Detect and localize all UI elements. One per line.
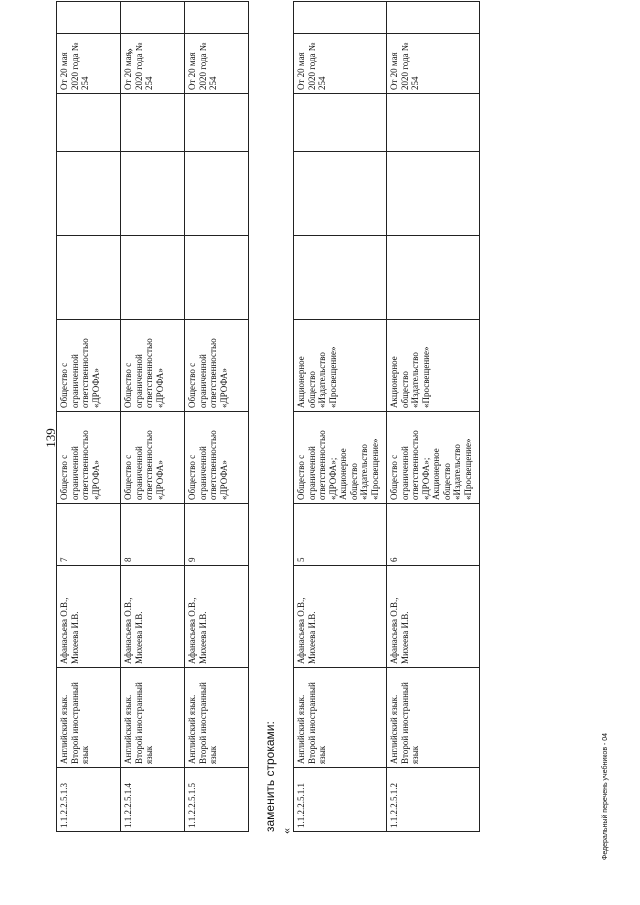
table-row: [294, 2, 387, 832]
footer-text: Федеральный перечень учебников - 04: [602, 732, 609, 860]
table-cell: Акционерное общество «Издательство «Просвещение»: [294, 320, 387, 412]
table-cell: [121, 236, 185, 320]
table-cell: [185, 2, 249, 34]
table-cell: [294, 152, 387, 236]
table-cell: Афанасьева О.В., Михеева И.В.: [294, 566, 387, 668]
table-cell: 1.1.2.2.5.1.1: [294, 768, 387, 832]
table-cell: От 20 мая 2020 года № 254: [57, 34, 121, 94]
table-cell: Общество с ограниченной ответственностью «ДРОФА»: [57, 412, 121, 504]
table-cell: Общество с ограниченной ответственностью «ДРОФА»: [57, 320, 121, 412]
table-cell: От 20 мая 2020 года № 254: [294, 34, 387, 94]
table-cell: От 20 мая 2020 года № 254: [121, 34, 185, 94]
table-row: [121, 2, 185, 832]
table-row: [185, 2, 249, 832]
table-before: [56, 1, 249, 832]
table-cell: [57, 2, 121, 34]
table-cell: Английский язык. Второй иностранный язык: [121, 668, 185, 768]
table-cell: Общество с ограниченной ответственностью «ДРОФА»; Акционерное общество «Издательство «Просвещение»: [387, 412, 480, 504]
table-cell: Афанасьева О.В., Михеева И.В.: [57, 566, 121, 668]
table-cell: Акционерное общество «Издательство «Просвещение»: [387, 320, 480, 412]
table-cell: [387, 2, 480, 34]
table-cell: Общество с ограниченной ответственностью «ДРОФА»: [185, 412, 249, 504]
table-cell: 8: [121, 504, 185, 566]
table-cell: [121, 2, 185, 34]
table-cell: [121, 152, 185, 236]
table-cell: [387, 236, 480, 320]
page-number: 139: [43, 428, 58, 448]
table-cell: От 20 мая 2020 года № 254: [185, 34, 249, 94]
table-cell: Английский язык. Второй иностранный язык: [387, 668, 480, 768]
table-cell: Английский язык. Второй иностранный язык: [57, 668, 121, 768]
table-row: [387, 2, 480, 832]
table-cell: [57, 152, 121, 236]
table-before-body: [57, 2, 249, 832]
table-cell: [185, 236, 249, 320]
table-cell: 9: [185, 504, 249, 566]
rotated-page-content: [56, 0, 480, 868]
table-row: [57, 2, 121, 832]
table-cell: Общество с ограниченной ответственностью «ДРОФА»: [121, 320, 185, 412]
table-cell: [387, 152, 480, 236]
table-cell: 1.1.2.2.5.1.3: [57, 768, 121, 832]
table-cell: [57, 94, 121, 152]
table-cell: [294, 236, 387, 320]
table-cell: 1.1.2.2.5.1.4: [121, 768, 185, 832]
table-cell: 1.1.2.2.5.1.2: [387, 768, 480, 832]
table-cell: От 20 мая 2020 года № 254: [387, 34, 480, 94]
table-cell: Афанасьева О.В., Михеева И.В.: [185, 566, 249, 668]
table-cell: Общество с ограниченной ответственностью «ДРОФА»: [121, 412, 185, 504]
table-after-body: [294, 2, 480, 832]
table-cell: [294, 94, 387, 152]
table-cell: [387, 94, 480, 152]
table-cell: [185, 152, 249, 236]
replace-with-rows-heading: заменить строками:: [263, 721, 277, 832]
table-after: [293, 1, 480, 832]
table-cell: Английский язык. Второй иностранный язык: [185, 668, 249, 768]
close-quote: »: [122, 48, 136, 54]
table-cell: 1.1.2.2.5.1.5: [185, 768, 249, 832]
section-heading: [249, 0, 293, 868]
table-cell: [57, 236, 121, 320]
open-quote: «: [279, 828, 293, 834]
table-cell: Общество с ограниченной ответственностью «ДРОФА»: [185, 320, 249, 412]
table-cell: 5: [294, 504, 387, 566]
table-cell: [294, 2, 387, 34]
table-cell: 6: [387, 504, 480, 566]
table-cell: Общество с ограниченной ответственностью «ДРОФА»; Акционерное общество «Издательство «Просвещение»: [294, 412, 387, 504]
table-cell: [121, 94, 185, 152]
table-cell: [185, 94, 249, 152]
table-cell: 7: [57, 504, 121, 566]
table-cell: Английский язык. Второй иностранный язык: [294, 668, 387, 768]
table-cell: Афанасьева О.В., Михеева И.В.: [121, 566, 185, 668]
table-cell: Афанасьева О.В., Михеева И.В.: [387, 566, 480, 668]
